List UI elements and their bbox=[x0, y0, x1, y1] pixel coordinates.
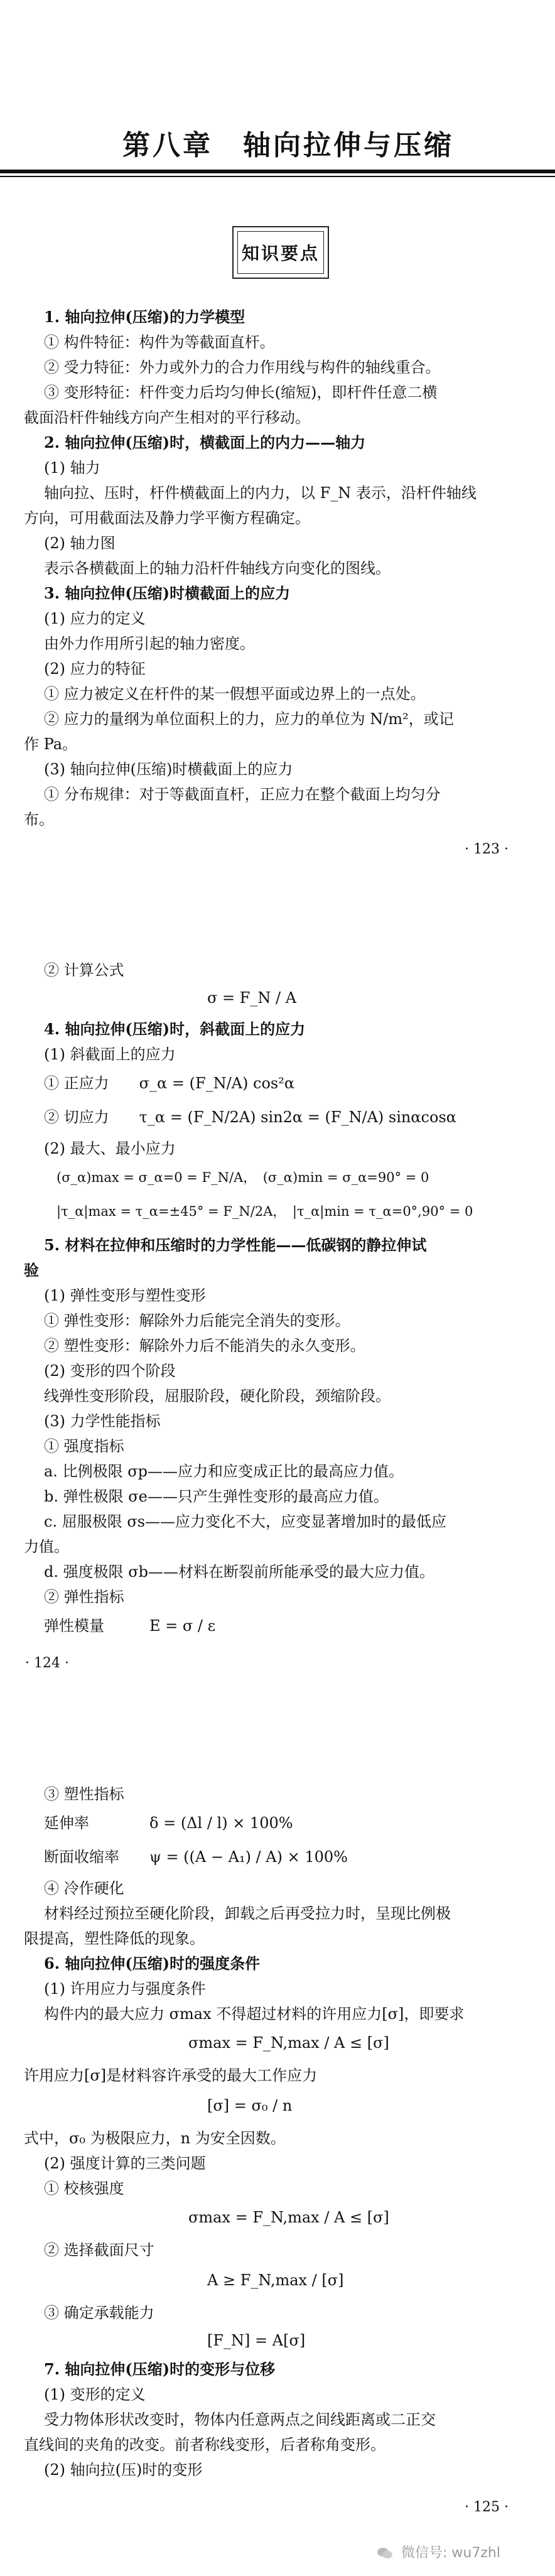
text-line: 轴向拉、压时，杆件横截面上的内力，以 F_N 表示，沿杆件轴线 bbox=[44, 484, 477, 502]
heading-2: 2. 轴向拉伸(压缩)时，横截面上的内力——轴力 bbox=[44, 433, 366, 452]
watermark-text: 微信号: wu7zhl bbox=[401, 2545, 500, 2561]
text-line: 表示各横截面上的轴力沿杆件轴线方向变化的图线。 bbox=[44, 560, 391, 577]
title-rule-thick bbox=[0, 170, 555, 173]
text-line: c. 屈服极限 σs——应力变化不大，应变显著增加时的最低应 bbox=[44, 1513, 447, 1530]
subheading: ② 计算公式 bbox=[44, 961, 124, 979]
subheading: ② 选择截面尺寸 bbox=[44, 2241, 154, 2259]
heading-5-cont: 验 bbox=[24, 1261, 39, 1279]
text-line: ① 强度指标 bbox=[44, 1437, 124, 1455]
subheading: (1) 轴力 bbox=[44, 459, 100, 477]
text-line: 许用应力[σ]是材料容许承受的最大工作应力 bbox=[24, 2067, 318, 2084]
page-123 bbox=[0, 0, 555, 904]
text-line: 直线间的夹角的改变。前者称线变形，后者称角变形。 bbox=[24, 2436, 385, 2454]
formula: |τ_α|max = τ_α=±45° = F_N/2A， |τ_α|min = τ_α=0°,90° = 0 bbox=[57, 1204, 473, 1219]
formula: (σ_α)max = σ_α=0 = F_N/A， (σ_α)min = σ_α=90° = 0 bbox=[57, 1170, 429, 1185]
subheading: (2) 变形的四个阶段 bbox=[44, 1362, 176, 1380]
subheading: ③ 塑性指标 bbox=[44, 1785, 124, 1803]
subheading: (1) 斜截面上的应力 bbox=[44, 1046, 176, 1063]
text-line: 限提高，塑性降低的现象。 bbox=[24, 1930, 205, 1947]
formula: σmax = F_N,max / A ≤ [σ] bbox=[188, 2209, 389, 2226]
heading-5: 5. 材料在拉伸和压缩时的力学性能——低碳钢的静拉伸试 bbox=[44, 1236, 427, 1254]
text-line: ① 构件特征：构件为等截面直杆。 bbox=[44, 333, 275, 351]
text-line: b. 弹性极限 σe——只产生弹性变形的最高应力值。 bbox=[44, 1488, 389, 1505]
text-line: 构件内的最大应力 σmax 不得超过材料的许用应力[σ]，即要求 bbox=[44, 2005, 465, 2023]
watermark bbox=[377, 2542, 500, 2562]
text-line: 受力物体形状改变时，物体内任意两点之间线距离或二正交 bbox=[44, 2411, 436, 2428]
text-line: d. 强度极限 σb——材料在断裂前所能承受的最大应力值。 bbox=[44, 1563, 434, 1581]
subheading: (1) 弹性变形与塑性变形 bbox=[44, 1287, 206, 1304]
text-line: ③ 变形特征：杆件变力后均匀伸长(缩短)，即杆件任意二横 bbox=[44, 384, 438, 401]
heading-4: 4. 轴向拉伸(压缩)时，斜截面上的应力 bbox=[44, 1020, 306, 1038]
subheading: ① 校核强度 bbox=[44, 2180, 124, 2197]
section-box bbox=[232, 226, 329, 279]
subheading: (3) 力学性能指标 bbox=[44, 1412, 161, 1430]
subheading: (1) 许用应力与强度条件 bbox=[44, 1980, 206, 1998]
formula: A ≥ F_N,max / [σ] bbox=[207, 2271, 344, 2289]
subheading: (2) 轴力图 bbox=[44, 534, 116, 552]
text-line: 方向，可用截面法及静力学平衡方程确定。 bbox=[24, 509, 310, 527]
formula: ② 切应力 τ_α = (F_N/2A) sin2α = (F_N/A) sinαcosα bbox=[44, 1108, 456, 1126]
text-line: 式中，σ₀ 为极限应力，n 为安全因数。 bbox=[24, 2130, 286, 2147]
text-line: 力值。 bbox=[24, 1538, 69, 1556]
page-number: · 123 · bbox=[465, 842, 509, 857]
text-line: 截面沿杆件轴线方向产生相对的平行移动。 bbox=[24, 409, 310, 426]
subheading: ③ 确定承载能力 bbox=[44, 2304, 154, 2322]
text-line: ② 应力的量纲为单位面积上的力，应力的单位为 N/m²，或记 bbox=[44, 710, 454, 728]
subheading: (2) 强度计算的三类问题 bbox=[44, 2155, 206, 2172]
text-line: ① 应力被定义在杆件的某一假想平面或边界上的一点处。 bbox=[44, 685, 426, 703]
page-number: · 124 · bbox=[25, 1655, 69, 1671]
text-line: 线弹性变形阶段，屈服阶段，硬化阶段，颈缩阶段。 bbox=[44, 1387, 391, 1405]
subheading: (3) 轴向拉伸(压缩)时横截面上的应力 bbox=[44, 760, 293, 778]
section-box-title: 知识要点 bbox=[241, 243, 320, 264]
heading-1: 1. 轴向拉伸(压缩)的力学模型 bbox=[44, 308, 245, 326]
formula: 断面收缩率 ψ = ((A − A₁) / A) × 100% bbox=[44, 1848, 348, 1866]
heading-7: 7. 轴向拉伸(压缩)时的变形与位移 bbox=[44, 2360, 276, 2378]
text-line: a. 比例极限 σp——应力和应变成正比的最高应力值。 bbox=[44, 1463, 404, 1480]
subheading: (2) 轴向拉(压)时的变形 bbox=[44, 2461, 203, 2479]
text-line: ① 分布规律：对于等截面直杆，正应力在整个截面上均匀分 bbox=[44, 786, 441, 803]
text-line: 由外力作用所引起的轴力密度。 bbox=[44, 635, 255, 652]
formula: 延伸率 δ = (Δl / l) × 100% bbox=[44, 1814, 293, 1832]
subheading: ④ 冷作硬化 bbox=[44, 1880, 124, 1897]
subheading: (1) 变形的定义 bbox=[44, 2386, 146, 2403]
formula: [σ] = σ₀ / n bbox=[207, 2097, 293, 2114]
page-number: · 125 · bbox=[465, 2499, 509, 2515]
page-124 bbox=[0, 904, 555, 1728]
chapter-title: 第八章 轴向拉伸与压缩 bbox=[122, 129, 454, 161]
heading-6: 6. 轴向拉伸(压缩)时的强度条件 bbox=[44, 1954, 261, 1973]
text-line: ① 弹性变形：解除外力后能完全消失的变形。 bbox=[44, 1312, 350, 1329]
heading-3: 3. 轴向拉伸(压缩)时横截面上的应力 bbox=[44, 584, 291, 602]
subheading: ② 弹性指标 bbox=[44, 1588, 124, 1606]
formula: [F_N] = A[σ] bbox=[207, 2332, 306, 2349]
text-line: ② 受力特征：外力或外力的合力作用线与构件的轴线重合。 bbox=[44, 359, 441, 376]
formula: 弹性模量 E = σ / ε bbox=[44, 1617, 216, 1635]
formula: ① 正应力 σ_α = (F_N/A) cos²α bbox=[44, 1074, 295, 1092]
wechat-icon bbox=[377, 2546, 393, 2560]
page-125 bbox=[0, 1728, 555, 2576]
subheading: (2) 最大、最小应力 bbox=[44, 1140, 176, 1157]
text-line: ② 塑性变形：解除外力后不能消失的永久变形。 bbox=[44, 1337, 365, 1355]
subheading: (2) 应力的特征 bbox=[44, 660, 146, 678]
formula: σmax = F_N,max / A ≤ [σ] bbox=[188, 2034, 389, 2052]
text-line: 材料经过预拉至硬化阶段，卸载之后再受拉力时，呈现比例极 bbox=[44, 1905, 451, 1922]
text-line: 作 Pa。 bbox=[24, 735, 78, 753]
title-rule-thin bbox=[0, 176, 555, 177]
text-line: 布。 bbox=[24, 811, 54, 828]
subheading: (1) 应力的定义 bbox=[44, 610, 146, 627]
formula: σ = F_N / A bbox=[207, 989, 297, 1007]
